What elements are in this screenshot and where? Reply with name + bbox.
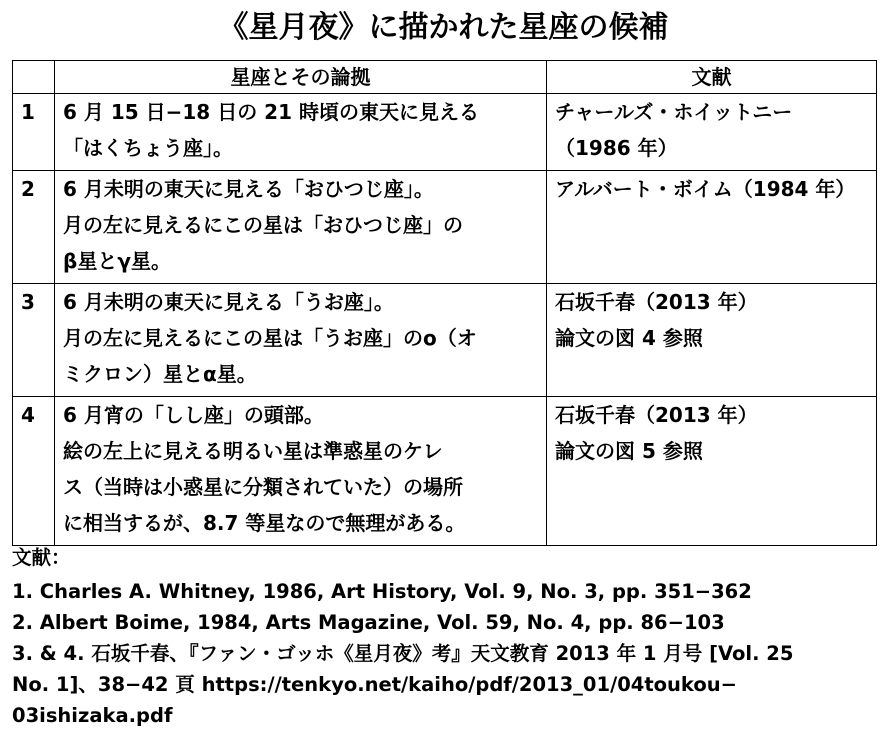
reference-line: 石坂千春（2013 年） — [555, 403, 758, 427]
reference-line: 石坂千春（2013 年） — [555, 290, 758, 314]
reference-cell — [547, 171, 877, 284]
basis-line: ミクロン）星とα星。 — [63, 362, 257, 386]
reference-cell — [547, 94, 877, 171]
reference-entry: 1. Charles A. Whitney, 1986, Art History, Vol. 9, No. 3, pp. 351−362 — [12, 580, 752, 603]
reference-entry: 2. Albert Boime, 1984, Arts Magazine, Vol. 59, No. 4, pp. 86−103 — [12, 611, 725, 634]
basis-line: 「はくちょう座」。 — [63, 136, 233, 160]
table-row — [13, 284, 877, 397]
page-title: 《星月夜》に描かれた星座の候補 — [218, 10, 669, 45]
constellation-candidates-table — [12, 60, 877, 546]
reference-entry: 3. & 4. 石坂千春、『ファン・ゴッホ《星月夜》考』天文教育 2013 年 1 月号 [Vol. 25 — [12, 642, 794, 665]
basis-line: 6 月未明の東天に見える「おひつじ座」。 — [63, 177, 434, 201]
table-row — [13, 94, 877, 171]
row-number: 1 — [13, 94, 55, 171]
reference-line: 論文の図 4 参照 — [555, 326, 703, 350]
basis-line: 月の左に見えるにこの星は「うお座」のο（オ — [63, 326, 477, 350]
basis-line: β星とγ星。 — [63, 249, 171, 273]
basis-line: 6 月 15 日−18 日の 21 時頃の東天に見える — [63, 100, 479, 124]
basis-line: に相当するが、8.7 等星なので無理がある。 — [63, 511, 466, 535]
reference-line: （1986 年） — [555, 136, 678, 160]
row-number: 3 — [13, 284, 55, 397]
header-basis: 星座とその論拠 — [55, 61, 547, 94]
basis-line: 6 月未明の東天に見える「うお座」。 — [63, 290, 394, 314]
reference-cell — [547, 284, 877, 397]
row-number: 2 — [13, 171, 55, 284]
reference-entry-continued: No. 1]、38−42 頁 https://tenkyo.net/kaiho/pdf/2013_01/04toukou− — [12, 673, 737, 696]
reference-line: 論文の図 5 参照 — [555, 439, 703, 463]
basis-cell — [55, 284, 547, 397]
basis-cell — [55, 94, 547, 171]
table-row — [13, 171, 877, 284]
header-reference: 文献 — [547, 61, 877, 94]
table-row — [13, 397, 877, 546]
reference-line: アルバート・ボイム（1984 年） — [555, 177, 856, 201]
basis-cell — [55, 397, 547, 546]
reference-entry-continued: 03ishizaka.pdf — [12, 704, 173, 727]
row-number: 4 — [13, 397, 55, 546]
reference-cell — [547, 397, 877, 546]
table-header-row — [13, 61, 877, 94]
basis-line: 6 月宵の「しし座」の頭部。 — [63, 403, 324, 427]
references-section — [12, 542, 878, 731]
basis-line: ス（当時は小惑星に分類されていた）の場所 — [63, 475, 463, 499]
basis-line: 絵の左上に見える明るい星は準惑星のケレ — [63, 439, 443, 463]
reference-line: チャールズ・ホイットニー — [555, 100, 793, 124]
basis-cell — [55, 171, 547, 284]
basis-line: 月の左に見えるにこの星は「おひつじ座」の — [63, 213, 463, 237]
references-heading: 文献： — [12, 546, 71, 569]
header-number — [13, 61, 55, 94]
